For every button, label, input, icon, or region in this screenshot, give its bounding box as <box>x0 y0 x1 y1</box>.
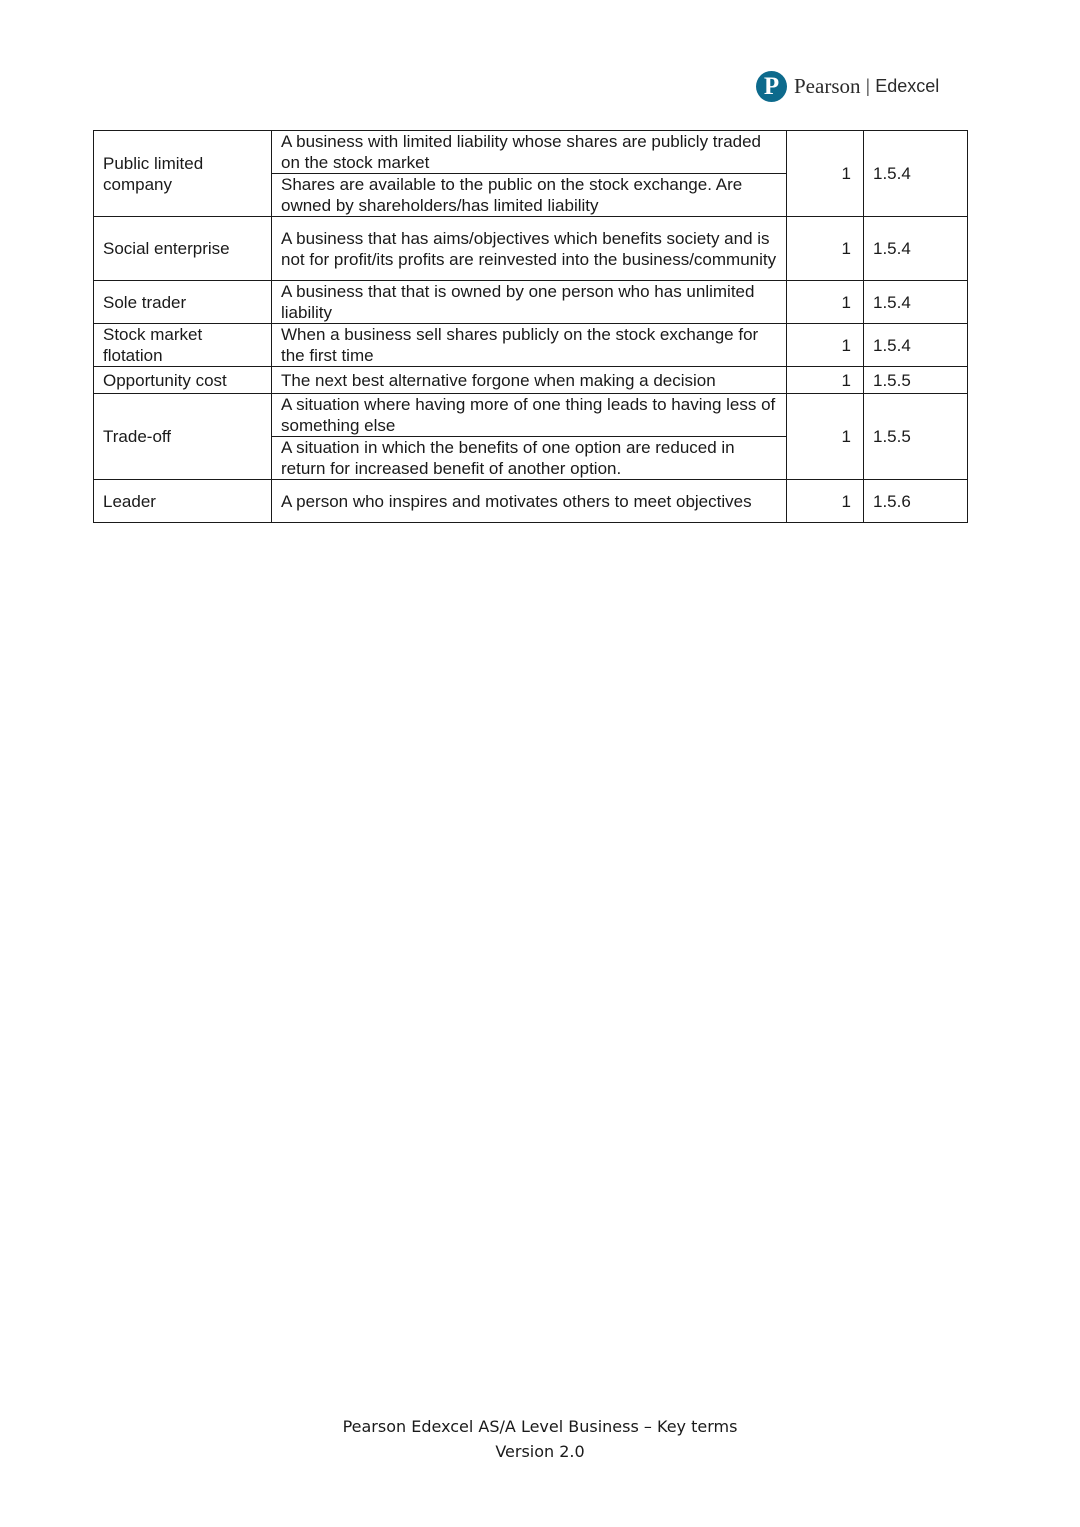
footer-title: Pearson Edexcel AS/A Level Business – Key terms <box>342 1417 738 1436</box>
table-row <box>94 394 968 480</box>
definition-text: The next best alternative forgone when making a decision <box>281 370 716 390</box>
table-row <box>94 324 968 367</box>
definition-text: When a business sell shares publicly on the stock exchange for the first time <box>281 325 759 365</box>
term-cell: Sole trader <box>94 281 272 324</box>
definition-text: A business that has aims/objectives which benefits society and is not for profit/its profits are reinvested into the business/community <box>281 228 777 269</box>
spec-reference-cell: 1.5.5 <box>864 394 968 480</box>
table-row <box>94 367 968 394</box>
term-cell: Public limited company <box>94 131 272 217</box>
spec-reference-cell: 1.5.4 <box>864 217 968 281</box>
definition-text: Shares are available to the public on the stock exchange. Are owned by shareholders/has limited liability <box>272 173 786 216</box>
table-row <box>94 281 968 324</box>
table-row <box>94 131 968 217</box>
definition-text: A business that that is owned by one person who has unlimited liability <box>281 282 755 322</box>
term-cell: Opportunity cost <box>94 367 272 394</box>
definition-cell <box>272 394 787 480</box>
definition-text: A situation in which the benefits of one option are reduced in return for increased benefit of another option. <box>272 436 786 479</box>
table-row <box>94 480 968 523</box>
table-row <box>94 217 968 281</box>
logo-brand-text: Pearson <box>794 73 861 98</box>
definition-text: A person who inspires and motivates others to meet objectives <box>281 491 752 511</box>
marks-cell: 1 <box>787 367 864 394</box>
definition-text: A business with limited liability whose shares are publicly traded on the stock market <box>281 132 762 172</box>
marks-cell: 1 <box>787 281 864 324</box>
marks-cell: 1 <box>787 394 864 480</box>
spec-reference-cell: 1.5.6 <box>864 480 968 523</box>
marks-cell: 1 <box>787 480 864 523</box>
logo-sub-brand-text: Edexcel <box>875 75 940 96</box>
marks-cell: 1 <box>787 131 864 217</box>
definition-cell <box>272 281 787 324</box>
marks-cell: 1 <box>787 217 864 281</box>
pearson-logo-icon: P <box>756 71 787 102</box>
spec-reference-cell: 1.5.4 <box>864 281 968 324</box>
spec-reference-cell: 1.5.4 <box>864 324 968 367</box>
definition-cell <box>272 367 787 394</box>
term-cell: Social enterprise <box>94 217 272 281</box>
definition-text: A situation where having more of one thing leads to having less of something else <box>281 395 776 435</box>
definition-cell <box>272 324 787 367</box>
definition-cell <box>272 217 787 281</box>
pearson-edexcel-logo <box>756 68 939 104</box>
key-terms-table <box>93 130 968 523</box>
logo-separator: | <box>865 75 871 96</box>
definition-cell <box>272 480 787 523</box>
page-footer <box>0 1414 1080 1464</box>
term-cell: Stock market flotation <box>94 324 272 367</box>
definition-cell <box>272 131 787 217</box>
term-cell: Trade-off <box>94 394 272 480</box>
spec-reference-cell: 1.5.5 <box>864 367 968 394</box>
term-cell: Leader <box>94 480 272 523</box>
spec-reference-cell: 1.5.4 <box>864 131 968 217</box>
marks-cell: 1 <box>787 324 864 367</box>
footer-version: Version 2.0 <box>495 1442 585 1461</box>
